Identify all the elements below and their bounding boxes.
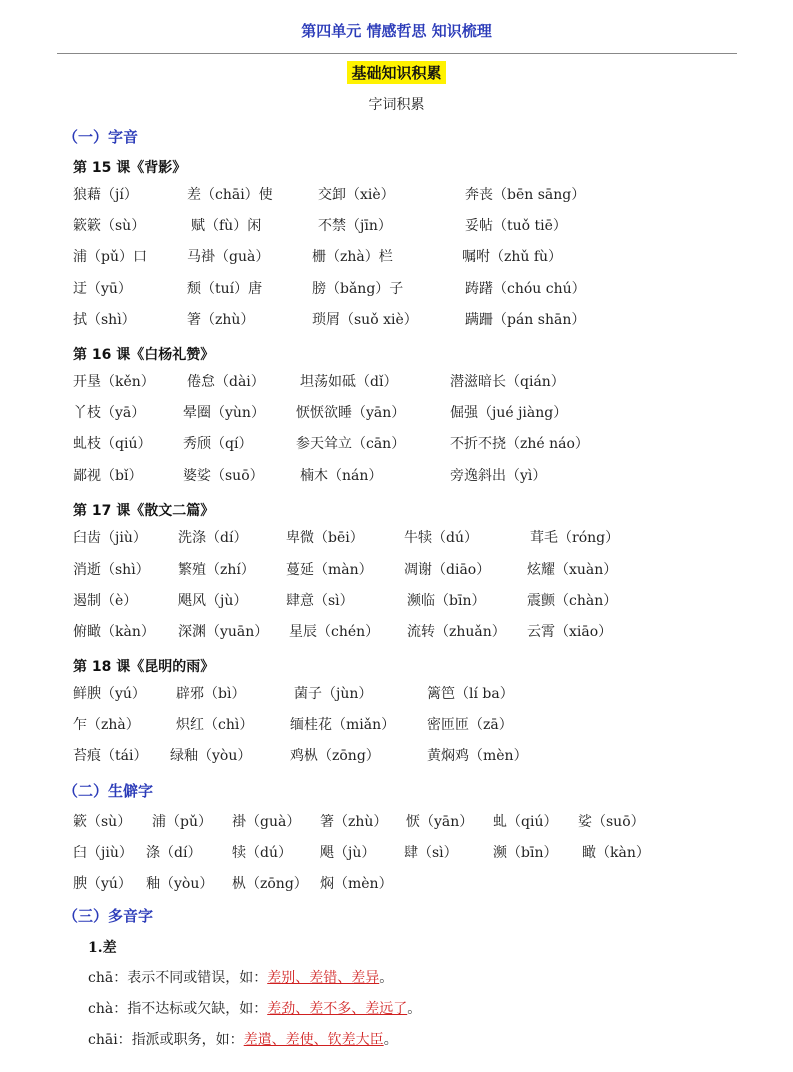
word-cell: 深渊（yuān） <box>178 624 269 640</box>
table-row <box>0 621 793 643</box>
word-cell: 不禁（jīn） <box>318 218 392 234</box>
word-cell: 交卸（xiè） <box>318 187 395 203</box>
word-cell: 簌簌（sù） <box>73 218 146 234</box>
word-cell: 凋谢（diāo） <box>404 562 491 578</box>
example-words: 差别、差错、差异 <box>267 970 380 986</box>
word-cell: 密匝匝（zā） <box>427 717 513 733</box>
lesson-18-title: 第 18 课《昆明的雨》 <box>73 659 215 675</box>
header-divider <box>57 53 737 54</box>
word-cell: 恹恹欲睡（yān） <box>296 405 406 421</box>
table-row <box>0 402 793 424</box>
word-cell: 妥帖（tuǒ tiē） <box>465 218 567 234</box>
table-row <box>0 246 793 268</box>
example-words: 差劲、差不多、差远了 <box>267 1001 408 1017</box>
word-cell: 蔓延（màn） <box>286 562 373 578</box>
char-cell: 恹（yān） <box>406 814 474 830</box>
word-cell: 遏制（è） <box>73 593 138 609</box>
page-header: 第四单元 情感哲思 知识梳理 <box>301 22 492 40</box>
char-cell: 焖（mèn） <box>320 876 393 892</box>
table-row <box>0 811 793 833</box>
word-cell: 倦怠（dài） <box>187 374 265 390</box>
word-cell: 箸（zhù） <box>187 312 255 328</box>
table-row <box>0 215 793 237</box>
table-row <box>0 278 793 300</box>
table-row <box>0 683 793 705</box>
word-cell: 星辰（chén） <box>289 624 380 640</box>
polyphonic-definition <box>88 998 421 1018</box>
char-cell: 肆（sì） <box>404 845 458 861</box>
word-cell: 卑微（bēi） <box>286 530 364 546</box>
word-cell: 浦（pǔ）口 <box>73 249 147 265</box>
polyphonic-item-title: 1.差 <box>88 940 117 956</box>
table-row <box>0 842 793 864</box>
word-cell: 辟邪（bì） <box>176 686 246 702</box>
word-cell: 蹒跚（pán shān） <box>465 312 586 328</box>
subtitle: 字词积累 <box>368 97 425 113</box>
table-row <box>0 714 793 736</box>
word-cell: 缅桂花（miǎn） <box>290 717 396 733</box>
char-cell: 瞰（kàn） <box>582 845 650 861</box>
word-cell: 篱笆（lí ba） <box>427 686 514 702</box>
word-cell: 开垦（kěn） <box>73 374 155 390</box>
word-cell: 鲜腴（yú） <box>73 686 146 702</box>
word-cell: 迂（yū） <box>73 281 132 297</box>
char-cell: 枞（zōng） <box>232 876 308 892</box>
definition-end: 。 <box>383 1032 398 1048</box>
table-row <box>0 465 793 487</box>
char-cell: 簌（sù） <box>73 814 132 830</box>
table-row <box>0 527 793 549</box>
section-heading-pronunciation: （一）字音 <box>63 128 139 146</box>
word-cell: 茸毛（róng） <box>530 530 620 546</box>
word-cell: 坦荡如砥（dǐ） <box>300 374 398 390</box>
word-cell: 嘱咐（zhǔ fù） <box>462 249 563 265</box>
word-cell: 旁逸斜出（yì） <box>450 468 547 484</box>
word-cell: 流转（zhuǎn） <box>407 624 506 640</box>
word-cell: 膀（bǎng）子 <box>312 281 404 297</box>
definition-end: 。 <box>379 970 394 986</box>
definition-label: chà：指不达标或欠缺，如： <box>88 1001 268 1017</box>
word-cell: 绿釉（yòu） <box>170 748 252 764</box>
word-cell: 不折不挠（zhé náo） <box>450 436 589 452</box>
word-cell: 参天耸立（cān） <box>296 436 406 452</box>
word-cell: 奔丧（bēn sāng） <box>465 187 586 203</box>
section-banner: 基础知识积累 <box>347 61 445 84</box>
word-cell: 倔强（jué jiàng） <box>450 405 568 421</box>
word-cell: 颓（tuí）唐 <box>187 281 263 297</box>
char-cell: 浦（pǔ） <box>152 814 212 830</box>
definition-end: 。 <box>407 1001 422 1017</box>
word-cell: 潜滋暗长（qián） <box>450 374 565 390</box>
word-cell: 飓风（jù） <box>178 593 248 609</box>
polyphonic-definition <box>88 967 393 987</box>
table-row <box>0 873 793 895</box>
word-cell: 差（chāi）使 <box>187 187 273 203</box>
word-cell: 消逝（shì） <box>73 562 150 578</box>
char-cell: 褂（guà） <box>232 814 301 830</box>
table-row <box>0 590 793 612</box>
word-cell: 鸡枞（zōng） <box>290 748 380 764</box>
word-cell: 云霄（xiāo） <box>527 624 613 640</box>
word-cell: 丫枝（yā） <box>73 405 146 421</box>
word-cell: 狼藉（jí） <box>73 187 138 203</box>
word-cell: 繁殖（zhí） <box>178 562 255 578</box>
lesson-16-title: 第 16 课《白杨礼赞》 <box>73 347 215 363</box>
word-cell: 菌子（jùn） <box>294 686 373 702</box>
char-cell: 箸（zhù） <box>320 814 388 830</box>
table-row <box>0 433 793 455</box>
polyphonic-definition <box>88 1029 398 1049</box>
word-cell: 臼齿（jiù） <box>73 530 147 546</box>
word-cell: 虬枝（qiú） <box>73 436 152 452</box>
char-cell: 娑（suō） <box>578 814 645 830</box>
section-heading-polyphonic: （三）多音字 <box>63 907 154 925</box>
lesson-17-title: 第 17 课《散文二篇》 <box>73 503 215 519</box>
word-cell: 震颤（chàn） <box>527 593 618 609</box>
word-cell: 洗涤（dí） <box>178 530 248 546</box>
word-cell: 黄焖鸡（mèn） <box>427 748 528 764</box>
char-cell: 涤（dí） <box>146 845 202 861</box>
char-cell: 釉（yòu） <box>146 876 214 892</box>
word-cell: 马褂（guà） <box>187 249 270 265</box>
char-cell: 腴（yú） <box>73 876 132 892</box>
table-row <box>0 309 793 331</box>
word-cell: 晕圈（yùn） <box>183 405 265 421</box>
section-heading-rare-characters: （二）生僻字 <box>63 782 154 800</box>
word-cell: 炫耀（xuàn） <box>527 562 618 578</box>
char-cell: 虬（qiú） <box>493 814 558 830</box>
word-cell: 肆意（sì） <box>286 593 354 609</box>
word-cell: 赋（fù）闲 <box>191 218 262 234</box>
definition-label: chā：表示不同或错误，如： <box>88 970 268 986</box>
word-cell: 俯瞰（kàn） <box>73 624 155 640</box>
table-row <box>0 559 793 581</box>
char-cell: 犊（dú） <box>232 845 292 861</box>
example-words: 差遣、差使、钦差大臣 <box>243 1032 384 1048</box>
word-cell: 乍（zhà） <box>73 717 140 733</box>
lesson-15-title: 第 15 课《背影》 <box>73 160 187 176</box>
word-cell: 楠木（nán） <box>300 468 383 484</box>
word-cell: 秀颀（qí） <box>183 436 253 452</box>
table-row <box>0 371 793 393</box>
word-cell: 拭（shì） <box>73 312 136 328</box>
word-cell: 牛犊（dú） <box>404 530 478 546</box>
word-cell: 鄙视（bǐ） <box>73 468 143 484</box>
word-cell: 炽红（chì） <box>176 717 254 733</box>
word-cell: 栅（zhà）栏 <box>312 249 393 265</box>
word-cell: 踌躇（chóu chú） <box>465 281 586 297</box>
table-row <box>0 184 793 206</box>
word-cell: 琐屑（suǒ xiè） <box>312 312 418 328</box>
word-cell: 婆娑（suō） <box>183 468 264 484</box>
word-cell: 濒临（bīn） <box>407 593 486 609</box>
char-cell: 臼（jiù） <box>73 845 133 861</box>
definition-label: chāi：指派或职务，如： <box>88 1032 244 1048</box>
char-cell: 濒（bīn） <box>493 845 558 861</box>
word-cell: 苔痕（tái） <box>73 748 148 764</box>
char-cell: 飓（jù） <box>320 845 376 861</box>
table-row <box>0 745 793 767</box>
